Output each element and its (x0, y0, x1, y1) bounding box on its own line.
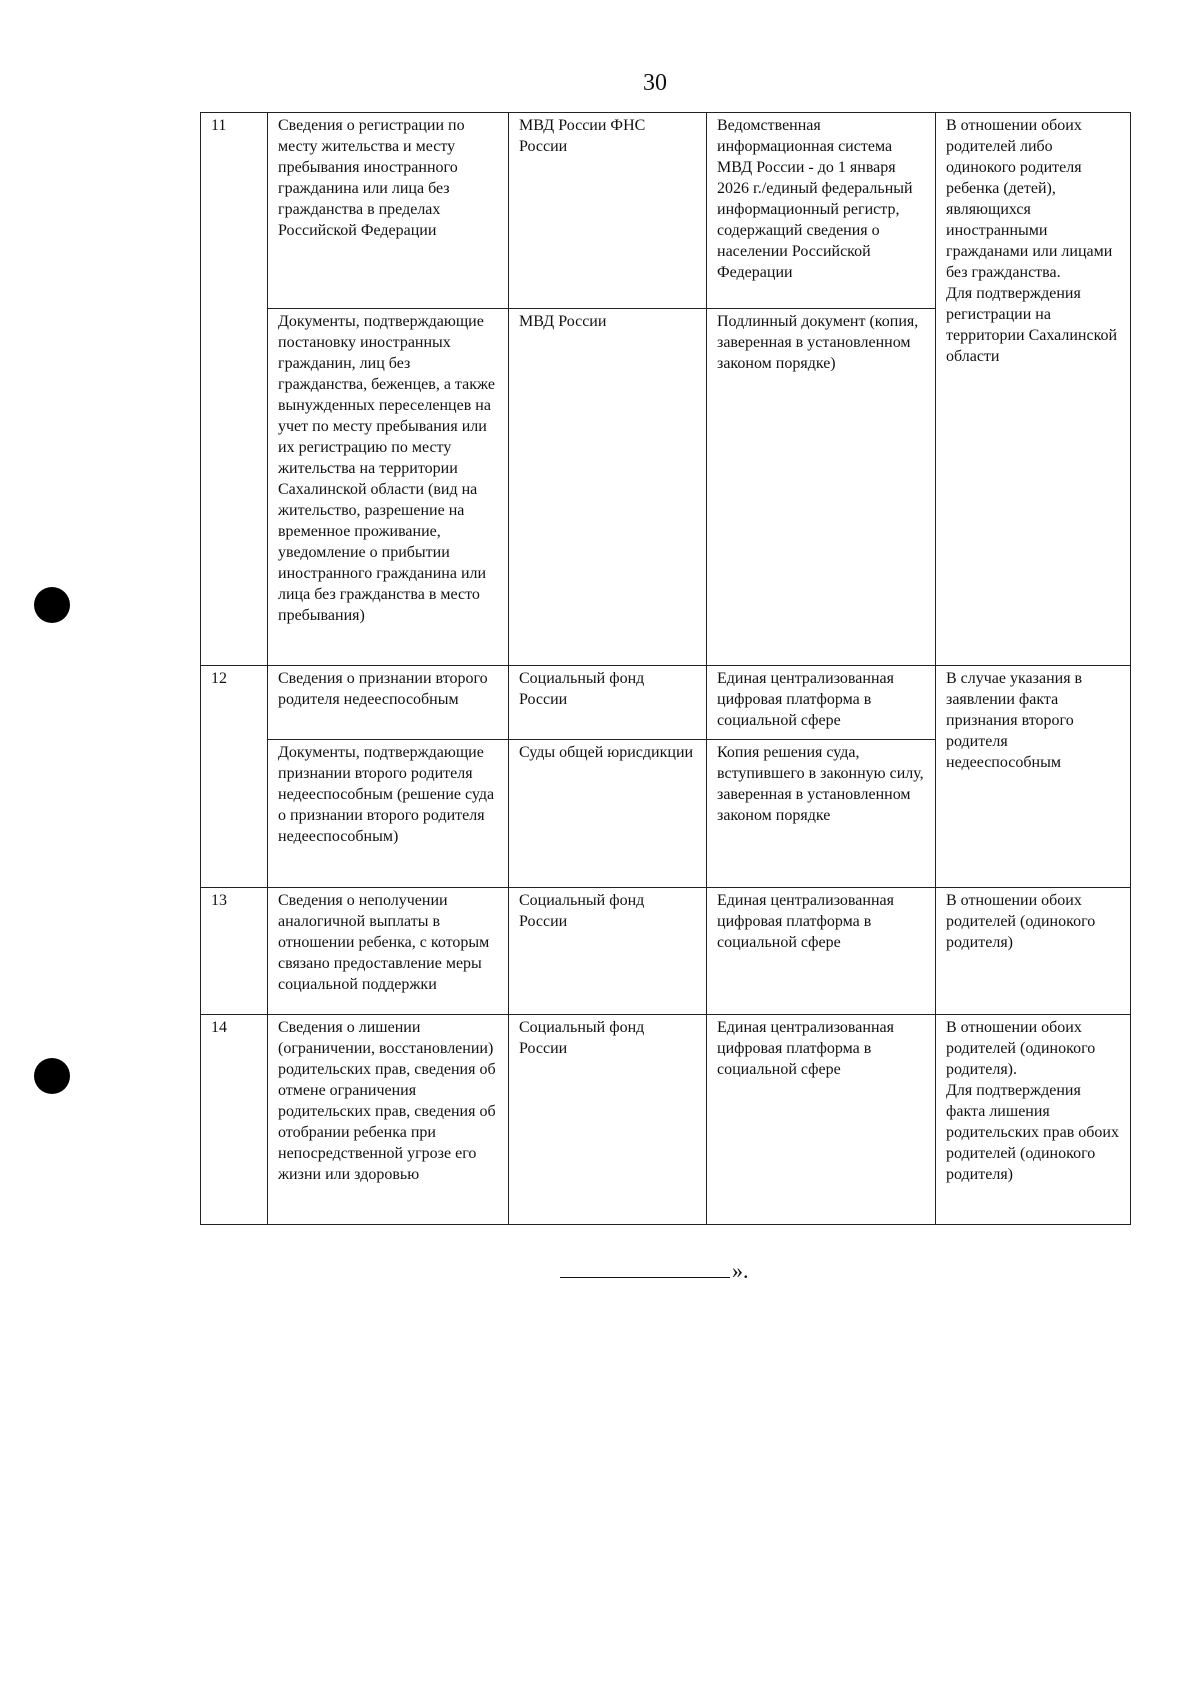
table-row (201, 1015, 1131, 1225)
method-cell: Ведомственная информационная система МВД России - до 1 января 2026 г./единый федеральный информационный регистр, содержащий сведения о населении Российской Федерации (707, 113, 936, 309)
method-cell: Единая централизованная цифровая платформа в социальной сфере (707, 888, 936, 1015)
method-cell: Единая централизованная цифровая платформа в социальной сфере (707, 1015, 936, 1225)
table-row (201, 666, 1131, 740)
row-number: 11 (201, 113, 268, 666)
note-cell: В отношении обоих родителей (одинокого родителя). Для подтверждения факта лишения родительских прав обоих родителей (одинокого родителя) (936, 1015, 1131, 1225)
source-cell: Социальный фонд России (509, 888, 707, 1015)
info-cell: Сведения о регистрации по месту жительства и месту пребывания иностранного гражданина или лица без гражданства в пределах Российской Федерации (268, 113, 509, 309)
source-cell: Социальный фонд России (509, 666, 707, 740)
method-cell: Подлинный документ (копия, заверенная в установленном законом порядке) (707, 309, 936, 666)
closing-mark (560, 1258, 749, 1284)
note-cell: В случае указания в заявлении факта признания второго родителя недееспособным (936, 666, 1131, 888)
row-number: 12 (201, 666, 268, 888)
note-cell: В отношении обоих родителей либо одинокого родителя ребенка (детей), являющихся иностранными гражданами или лицами без гражданства. Для подтверждения регистрации на территории Сахалинской области (936, 113, 1131, 666)
table-row (201, 113, 1131, 309)
binder-hole-mark (34, 587, 70, 623)
signature-line (560, 1277, 730, 1278)
info-cell: Сведения о лишении (ограничении, восстановлении) родительских прав, сведения об отмене ограничения родительских прав, сведения об отобрании ребенка при непосредственной угрозе его жизни или здоровью (268, 1015, 509, 1225)
method-cell: Копия решения суда, вступившего в законную силу, заверенная в установленном законом порядке (707, 740, 936, 888)
closing-quote: ». (732, 1258, 749, 1283)
info-cell: Сведения о неполучении аналогичной выплаты в отношении ребенка, с которым связано предоставление меры социальной поддержки (268, 888, 509, 1015)
source-cell: МВД России ФНС России (509, 113, 707, 309)
method-cell: Единая централизованная цифровая платформа в социальной сфере (707, 666, 936, 740)
page-number: 30 (643, 70, 667, 96)
source-cell: Социальный фонд России (509, 1015, 707, 1225)
source-cell: Суды общей юрисдикции (509, 740, 707, 888)
row-number: 13 (201, 888, 268, 1015)
binder-hole-mark (34, 1058, 70, 1094)
table-row (201, 888, 1131, 1015)
document-table (200, 112, 1131, 1225)
info-cell: Сведения о признании второго родителя недееспособным (268, 666, 509, 740)
info-cell: Документы, подтверждающие постановку иностранных гражданин, лиц без гражданства, беженцев, а также вынужденных переселенцев на учет по месту пребывания или их регистрацию по месту жительства на территории Сахалинской области (вид на жительство, разрешение на временное проживание, уведомление о прибытии иностранного гражданина или лица без гражданства в место пребывания) (268, 309, 509, 666)
note-cell: В отношении обоих родителей (одинокого родителя) (936, 888, 1131, 1015)
info-cell: Документы, подтверждающие признании второго родителя недееспособным (решение суда о признании второго родителя недееспособным) (268, 740, 509, 888)
row-number: 14 (201, 1015, 268, 1225)
source-cell: МВД России (509, 309, 707, 666)
